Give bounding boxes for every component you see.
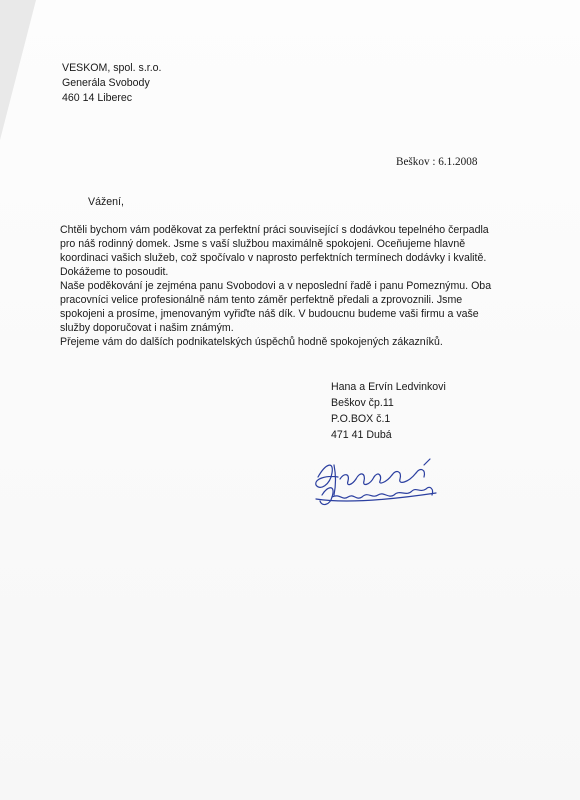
- handwritten-signature: [312, 455, 452, 515]
- body-line: Naše poděkování je zejména panu Svobodovi a v neposlední řadě i panu Pomeznýmu. Oba: [60, 280, 492, 292]
- sender-name: Hana a Ervín Ledvinkovi: [331, 381, 446, 393]
- body-line: služby doporučovat i našim známým.: [60, 322, 234, 334]
- body-line: Chtěli bychom vám poděkovat za perfektní práci související s dodávkou tepelného čerpadla: [60, 224, 489, 236]
- sender-street: Beškov čp.11: [331, 397, 394, 409]
- sender-city: 471 41 Dubá: [331, 429, 392, 441]
- page-corner-shadow: [0, 0, 36, 140]
- body-line: pro náš rodinný domek. Jsme s vaší službou maximálně spokojeni. Oceňujeme hlavně: [60, 238, 466, 250]
- sender-pobox: P.O.BOX č.1: [331, 413, 391, 425]
- letter-date: Beškov : 6.1.2008: [396, 156, 478, 168]
- recipient-street: Generála Svobody: [62, 77, 150, 89]
- body-line: spokojeni a prosíme, jmenovaným vyřiďte náš dík. V budoucnu budeme vaši firmu a vaše: [60, 308, 479, 320]
- body-line: pracovníci velice profesionálně nám tento záměr perfektně předali a zprovoznili. Jsme: [60, 294, 463, 306]
- body-line: koordinaci vašich služeb, což spočívalo v naprosto perfektních termínech dodávky i kvalitě.: [60, 252, 487, 264]
- recipient-city: 460 14 Liberec: [62, 92, 133, 104]
- body-line: Přejeme vám do dalších podnikatelských úspěchů hodně spokojených zákazníků.: [60, 336, 443, 348]
- body-line: Dokážeme to posoudit.: [60, 266, 169, 278]
- recipient-company: VESKOM, spol. s.r.o.: [62, 62, 162, 74]
- greeting: Vážení,: [88, 196, 124, 208]
